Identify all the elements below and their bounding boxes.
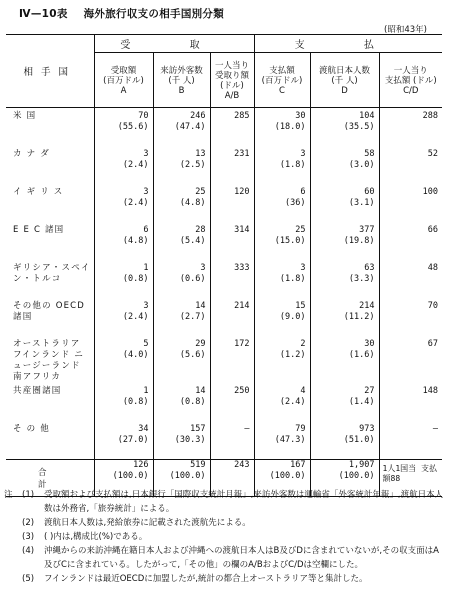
note-item	[4, 530, 444, 544]
cell-value: 3	[300, 263, 306, 273]
note-text: ( )内は,構成比(%)である。	[44, 532, 148, 542]
cell-share: (47.3)	[274, 435, 306, 445]
cell-share: (4.8)	[122, 236, 149, 246]
cell-share: (2.7)	[179, 312, 206, 322]
cell-share: (0.8)	[122, 397, 149, 407]
column-header-label: 一人当り	[393, 66, 428, 76]
group-receipts: 受 取	[94, 35, 254, 53]
cell-share: (1.8)	[279, 160, 306, 170]
country-name: E E C 諸国	[13, 225, 65, 235]
payment-per-person: 52	[379, 146, 442, 184]
country-name: 合 計	[6, 460, 94, 497]
cell-share: (100.0)	[269, 471, 306, 481]
visitor-count	[153, 146, 210, 184]
receipt-per-person: 243	[210, 460, 254, 497]
cell-share: (0.8)	[122, 274, 149, 284]
receipt-per-person: 285	[210, 108, 254, 147]
cell-value: 167	[290, 460, 306, 470]
visitor-count	[153, 421, 210, 460]
receipt-per-person: 120	[210, 184, 254, 222]
cell-share: (1.2)	[279, 350, 306, 360]
note-text: 沖縄からの来訪沖縄在籍日本人および沖縄への渡航日本人はB及びDに含まれていないが,その収支面はA及びCに含まれている。したがって,「その他」の欄のA/BおよびC/Dは空欄にした。	[44, 546, 439, 570]
cell-value: 29	[195, 339, 206, 349]
traveler-count	[310, 108, 379, 147]
cell-share: (1.8)	[279, 274, 306, 284]
cell-value: 5	[143, 339, 149, 349]
payments-amount	[254, 383, 310, 421]
traveler-count	[310, 260, 379, 298]
receipt-per-person: 231	[210, 146, 254, 184]
table-title-text: 海外旅行収支の相手国別分類	[83, 8, 225, 20]
receipt-per-person: 250	[210, 383, 254, 421]
receipt-per-person: 214	[210, 298, 254, 336]
cell-share: (11.2)	[343, 312, 375, 322]
cell-value: 126	[133, 460, 149, 470]
column-header-label: 渡航日本人数	[318, 66, 370, 76]
cell-value: 6	[300, 187, 306, 197]
table-row	[6, 421, 442, 460]
table-row	[6, 336, 442, 383]
cell-value: 58	[364, 149, 375, 159]
cell-value: 157	[190, 424, 206, 434]
cell-share: (9.0)	[279, 312, 306, 322]
table-row	[6, 108, 442, 147]
cell-share: (5.6)	[179, 350, 206, 360]
cell-share: (2.4)	[122, 312, 149, 322]
column-header-label: 来訪外客数	[160, 66, 203, 76]
payment-per-person: —	[379, 421, 442, 460]
note-item	[4, 572, 444, 586]
cell-value: 4	[300, 386, 306, 396]
receipts-amount	[94, 108, 153, 147]
country-name: ギリシア・スペイン・トルコ	[13, 263, 91, 284]
cell-value: 28	[195, 225, 206, 235]
receipts-amount	[94, 336, 153, 383]
traveler-count	[310, 298, 379, 336]
cell-value: 79	[295, 424, 306, 434]
note-text: フインランドは最近OECDに加盟したが,統計の都合上オーストラリア等と集計した。	[44, 574, 368, 584]
cell-share: (0.6)	[179, 274, 206, 284]
receipt-per-person: 314	[210, 222, 254, 260]
cell-share: (1.4)	[348, 397, 375, 407]
cell-value: 13	[195, 149, 206, 159]
note-number: (1)	[22, 490, 35, 500]
cell-value: 27	[364, 386, 375, 396]
column-header-a-b	[210, 53, 254, 108]
payments-amount	[254, 421, 310, 460]
cell-value: 60	[364, 187, 375, 197]
column-header-d	[310, 53, 379, 108]
traveler-count	[310, 184, 379, 222]
cell-value: 214	[359, 301, 375, 311]
cell-value: 70	[138, 111, 149, 121]
cell-share: (100.0)	[112, 471, 149, 481]
note-head	[4, 530, 22, 544]
country-name: その他の OECD諸国	[13, 301, 86, 322]
cell-share: (36)	[285, 198, 306, 208]
cell-value: 3	[200, 263, 206, 273]
cell-value: 14	[195, 301, 206, 311]
column-header-label: 一人当り	[214, 61, 249, 71]
cell-value: 973	[359, 424, 375, 434]
cell-value: 1	[143, 263, 149, 273]
cell-share: (3.1)	[348, 198, 375, 208]
cell-value: 246	[190, 111, 206, 121]
country-name: カ ナ ダ	[13, 149, 50, 159]
group-payments: 支 払	[254, 35, 442, 53]
table-row	[6, 298, 442, 336]
payment-per-person: 288	[379, 108, 442, 147]
column-header-label: 支払額	[269, 66, 295, 76]
country-name: そ の 他	[13, 424, 50, 434]
visitor-count	[153, 108, 210, 147]
cell-value: 14	[195, 386, 206, 396]
cell-share: (3.3)	[348, 274, 375, 284]
column-header-code: A	[120, 86, 127, 96]
row-header: 相手国	[6, 35, 94, 108]
receipt-per-person: 333	[210, 260, 254, 298]
receipt-per-person: —	[210, 421, 254, 460]
receipts-amount	[94, 260, 153, 298]
note-number: (2)	[22, 518, 35, 528]
cell-share: (15.0)	[274, 236, 306, 246]
cell-value: 34	[138, 424, 149, 434]
country-name: イ ギ リ ス	[13, 187, 64, 197]
cell-share: (100.0)	[169, 471, 206, 481]
traveler-count	[310, 222, 379, 260]
visitor-count	[153, 260, 210, 298]
note-head: 注	[4, 490, 13, 500]
column-header-label: 受取額	[110, 66, 137, 76]
cell-value: 104	[359, 111, 375, 121]
note-text: 受取額および支払額は,日本銀行「国際収支統計月報」,来訪外客数は運輸省「外客統計年報」,渡航日本人数は外務省,「旅券統計」による。	[44, 490, 444, 514]
cell-value: 63	[364, 263, 375, 273]
traveler-count	[310, 146, 379, 184]
table-title	[19, 6, 224, 21]
cell-value: 1,907	[348, 460, 375, 470]
cell-share: (1.6)	[348, 350, 375, 360]
payments-amount	[254, 222, 310, 260]
year-label: (昭和43年)	[384, 25, 427, 35]
table-number: Ⅳ—10表	[19, 8, 68, 20]
cell-share: (2.5)	[179, 160, 206, 170]
receipt-per-person: 172	[210, 336, 254, 383]
cell-share: (2.4)	[122, 198, 149, 208]
receipts-amount	[94, 184, 153, 222]
payment-per-person: 1人1国当 支払額88	[379, 460, 442, 497]
note-head	[4, 544, 22, 572]
column-header-code: A/B	[224, 91, 240, 101]
cell-value: 25	[295, 225, 306, 235]
payments-amount	[254, 184, 310, 222]
visitor-count	[153, 336, 210, 383]
cell-value: 6	[143, 225, 149, 235]
cell-value: 15	[295, 301, 306, 311]
column-header-sub: (千 人)	[168, 76, 195, 86]
payment-per-person: 66	[379, 222, 442, 260]
country-name: オーストラリア フインランド ニュージーランド 南アフリカ	[13, 339, 85, 382]
cell-value: 3	[143, 149, 149, 159]
table-row	[6, 222, 442, 260]
visitor-count	[153, 222, 210, 260]
cell-value: 2	[300, 339, 306, 349]
payment-per-person: 48	[379, 260, 442, 298]
cell-share: (35.5)	[343, 122, 375, 132]
table-row	[6, 260, 442, 298]
notes	[4, 488, 444, 586]
table-row	[6, 184, 442, 222]
column-header-sub: (百万ドル)	[103, 76, 144, 86]
payments-amount	[254, 298, 310, 336]
cell-value: 30	[364, 339, 375, 349]
column-header-code: B	[178, 86, 185, 96]
note-number: (4)	[22, 546, 35, 556]
column-header-sub: 受取り額 (ドル)	[214, 71, 249, 91]
note-number: (3)	[22, 532, 35, 542]
cell-value: 30	[295, 111, 306, 121]
country-name: 共産圏諸国	[13, 386, 62, 396]
traveler-count	[310, 421, 379, 460]
note-text: 渡航日本人数は,発給旅券に記載された渡航先による。	[44, 518, 251, 528]
column-header-b	[153, 53, 210, 108]
column-header-code: C	[279, 86, 285, 96]
cell-share: (5.4)	[179, 236, 206, 246]
payment-per-person: 100	[379, 184, 442, 222]
cell-share: (19.8)	[343, 236, 375, 246]
payments-amount	[254, 108, 310, 147]
cell-share: (2.4)	[279, 397, 306, 407]
payment-per-person: 67	[379, 336, 442, 383]
payments-amount	[254, 260, 310, 298]
payment-per-person: 148	[379, 383, 442, 421]
payment-per-person: 70	[379, 298, 442, 336]
cell-share: (51.0)	[343, 435, 375, 445]
note-head	[4, 572, 22, 586]
visitor-count	[153, 298, 210, 336]
cell-share: (27.0)	[117, 435, 149, 445]
cell-value: 1	[143, 386, 149, 396]
column-header-c-d	[379, 53, 442, 108]
receipts-amount	[94, 421, 153, 460]
note-number: (5)	[22, 574, 35, 584]
cell-share: (4.8)	[179, 198, 206, 208]
cell-value: 519	[190, 460, 206, 470]
cell-value: 25	[195, 187, 206, 197]
column-header-c	[254, 53, 310, 108]
receipts-amount	[94, 298, 153, 336]
cell-value: 3	[143, 301, 149, 311]
cell-share: (2.4)	[122, 160, 149, 170]
column-header-sub: (百万ドル)	[261, 76, 303, 86]
traveler-count	[310, 383, 379, 421]
country-name: 米 国	[13, 111, 37, 121]
cell-share: (3.0)	[348, 160, 375, 170]
cell-share: (4.0)	[122, 350, 149, 360]
cell-share: (47.4)	[174, 122, 206, 132]
cell-value: 3	[300, 149, 306, 159]
note-head	[4, 516, 22, 530]
column-header-sub: 支払額 (ドル)	[384, 76, 437, 86]
data-table	[6, 34, 442, 497]
visitor-count	[153, 383, 210, 421]
cell-share: (100.0)	[338, 471, 375, 481]
column-header-a	[94, 53, 153, 108]
receipts-amount	[94, 222, 153, 260]
receipts-amount	[94, 383, 153, 421]
column-header-code: C/D	[403, 86, 419, 96]
cell-value: 3	[143, 187, 149, 197]
column-header-sub: (千 人)	[331, 76, 358, 86]
table-row	[6, 383, 442, 421]
cell-value: 377	[359, 225, 375, 235]
cell-share: (0.8)	[179, 397, 206, 407]
visitor-count	[153, 184, 210, 222]
note-item	[4, 544, 444, 572]
note-item	[4, 516, 444, 530]
cell-share: (18.0)	[274, 122, 306, 132]
traveler-count	[310, 336, 379, 383]
table-row	[6, 146, 442, 184]
cell-share: (30.3)	[174, 435, 206, 445]
payments-amount	[254, 336, 310, 383]
note-item	[4, 488, 444, 516]
receipts-amount	[94, 146, 153, 184]
payments-amount	[254, 146, 310, 184]
column-header-code: D	[341, 86, 348, 96]
cell-share: (55.6)	[117, 122, 149, 132]
